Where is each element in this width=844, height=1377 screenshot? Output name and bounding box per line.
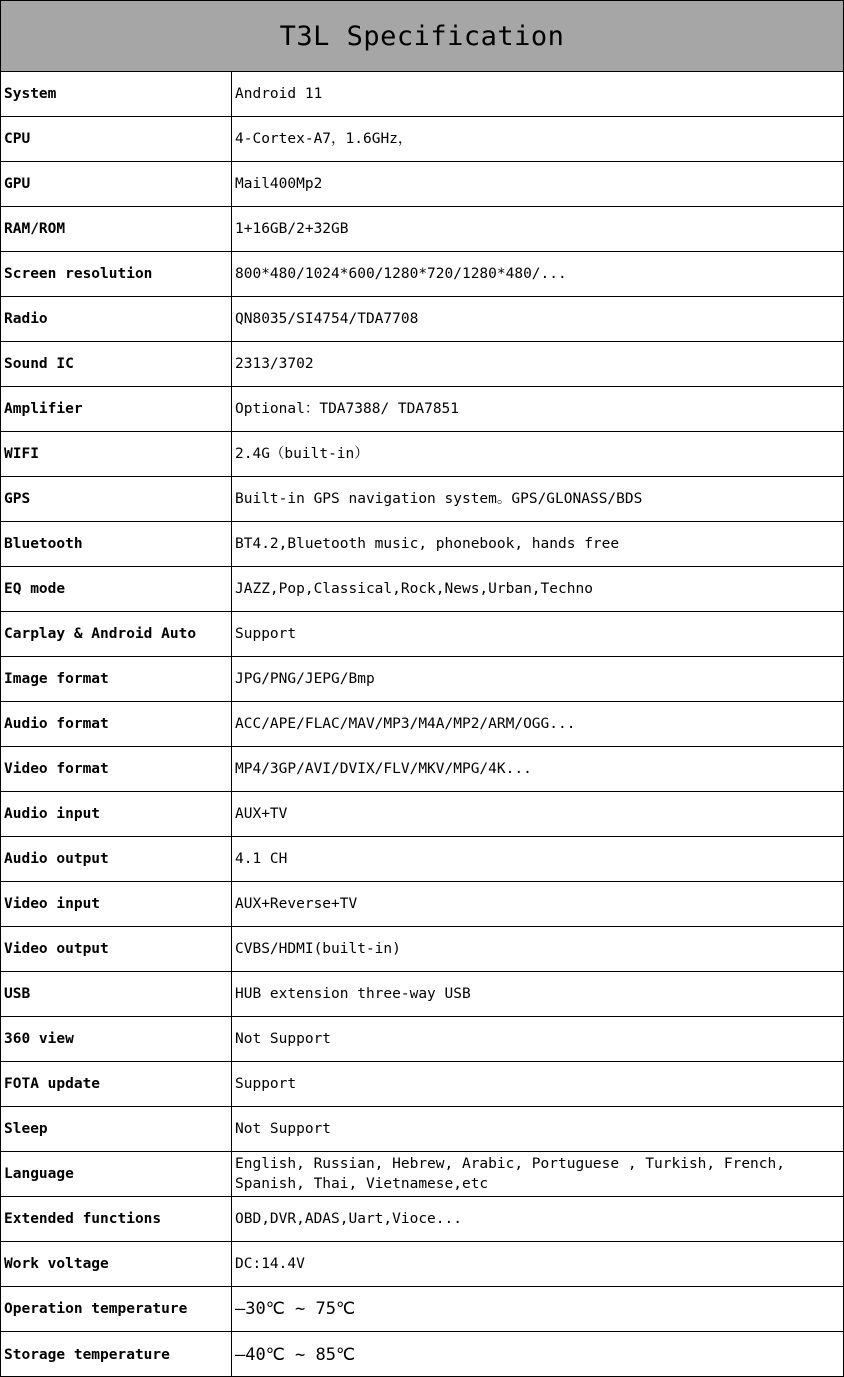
spec-value: DC:14.4V	[235, 1256, 305, 1272]
spec-label: Storage temperature	[1, 1332, 232, 1377]
spec-label: Language	[1, 1152, 232, 1196]
spec-label: Amplifier	[1, 387, 232, 431]
spec-value: BT4.2,Bluetooth music, phonebook, hands free	[235, 536, 620, 552]
spec-label: GPS	[1, 477, 232, 521]
spec-row-usb	[1, 972, 843, 1017]
spec-row-ram-rom	[1, 207, 843, 252]
spec-value: 2.4G（built-in）	[235, 446, 369, 462]
spec-row-sound-ic	[1, 342, 843, 387]
spec-row-storage-temperature	[1, 1332, 843, 1377]
spec-label: WIFI	[1, 432, 232, 476]
spec-value: Not Support	[235, 1031, 332, 1047]
spec-row-sleep	[1, 1107, 843, 1152]
spec-row-audio-format	[1, 702, 843, 747]
spec-label: Video output	[1, 927, 232, 971]
spec-row-fota-update	[1, 1062, 843, 1107]
spec-row-system	[1, 72, 843, 117]
spec-row-amplifier	[1, 387, 843, 432]
spec-label: CPU	[1, 117, 232, 161]
spec-row-bluetooth	[1, 522, 843, 567]
spec-label: Operation temperature	[1, 1287, 232, 1331]
spec-label: Audio input	[1, 792, 232, 836]
title-bar	[1, 1, 843, 72]
spec-row-audio-input	[1, 792, 843, 837]
spec-value: Android 11	[235, 86, 323, 102]
spec-row-360-view	[1, 1017, 843, 1062]
spec-value: AUX+Reverse+TV	[235, 896, 358, 912]
spec-row-eq-mode	[1, 567, 843, 612]
spec-row-video-format	[1, 747, 843, 792]
spec-label: Video input	[1, 882, 232, 926]
spec-value: 1+16GB/2+32GB	[235, 221, 349, 237]
spec-label: Audio output	[1, 837, 232, 881]
spec-value: Not Support	[235, 1121, 332, 1137]
spec-row-extended-functions	[1, 1197, 843, 1242]
spec-label: Video format	[1, 747, 232, 791]
spec-value: 2313/3702	[235, 356, 314, 372]
spec-label: Screen resolution	[1, 252, 232, 296]
spec-row-cpu	[1, 117, 843, 162]
spec-row-audio-output	[1, 837, 843, 882]
spec-value: Support	[235, 626, 297, 642]
spec-row-carplay-android-auto	[1, 612, 843, 657]
spec-value: QN8035/SI4754/TDA7708	[235, 311, 419, 327]
spec-value: 4-Cortex-A7，1.6GHz，	[235, 131, 413, 147]
spec-label: Radio	[1, 297, 232, 341]
spec-row-video-input	[1, 882, 843, 927]
page-title: T3L Specification	[279, 20, 565, 52]
spec-value: Support	[235, 1076, 297, 1092]
spec-value: CVBS/HDMI(built-in)	[235, 941, 401, 957]
spec-row-language	[1, 1152, 843, 1197]
spec-label: Carplay & Android Auto	[1, 612, 232, 656]
spec-value: ACC/APE/FLAC/MAV/MP3/M4A/MP2/ARM/OGG...	[235, 716, 576, 732]
spec-value: AUX+TV	[235, 806, 288, 822]
spec-label: Sleep	[1, 1107, 232, 1151]
spec-row-gps	[1, 477, 843, 522]
spec-label: Extended functions	[1, 1197, 232, 1241]
spec-label: Work voltage	[1, 1242, 232, 1286]
spec-label: RAM/ROM	[1, 207, 232, 251]
spec-value: OBD,DVR,ADAS,Uart,Vioce...	[235, 1211, 462, 1227]
spec-label: Image format	[1, 657, 232, 701]
spec-value: JPG/PNG/JEPG/Bmp	[235, 671, 375, 687]
spec-row-wifi	[1, 432, 843, 477]
spec-value: Built-in GPS navigation system。GPS/GLONASS/BDS	[235, 491, 643, 507]
spec-value: JAZZ,Pop,Classical,Rock,News,Urban,Techno	[235, 581, 593, 597]
spec-label: System	[1, 72, 232, 116]
spec-row-operation-temperature	[1, 1287, 843, 1332]
spec-label: USB	[1, 972, 232, 1016]
spec-value: English, Russian, Hebrew, Arabic, Portuguese , Turkish, French, Spanish, Thai, Vietnamese,etc	[235, 1156, 785, 1192]
spec-label: Bluetooth	[1, 522, 232, 566]
spec-label: GPU	[1, 162, 232, 206]
spec-row-screen-resolution	[1, 252, 843, 297]
spec-value: Mail400Mp2	[235, 176, 323, 192]
spec-value: HUB extension three-way USB	[235, 986, 471, 1002]
spec-label: Audio format	[1, 702, 232, 746]
spec-row-gpu	[1, 162, 843, 207]
spec-value: 800*480/1024*600/1280*720/1280*480/...	[235, 266, 567, 282]
spec-label: Sound IC	[1, 342, 232, 386]
spec-value: —30℃ ~ 75℃	[235, 1299, 356, 1319]
spec-value: MP4/3GP/AVI/DVIX/FLV/MKV/MPG/4K...	[235, 761, 532, 777]
spec-row-video-output	[1, 927, 843, 972]
spec-row-radio	[1, 297, 843, 342]
spec-value: 4.1 CH	[235, 851, 288, 867]
spec-label: FOTA update	[1, 1062, 232, 1106]
spec-label: EQ mode	[1, 567, 232, 611]
spec-value: Optional：TDA7388/ TDA7851	[235, 401, 460, 417]
spec-label: 360 view	[1, 1017, 232, 1061]
spec-row-work-voltage	[1, 1242, 843, 1287]
spec-value: —40℃ ~ 85℃	[235, 1344, 356, 1365]
spec-row-image-format	[1, 657, 843, 702]
